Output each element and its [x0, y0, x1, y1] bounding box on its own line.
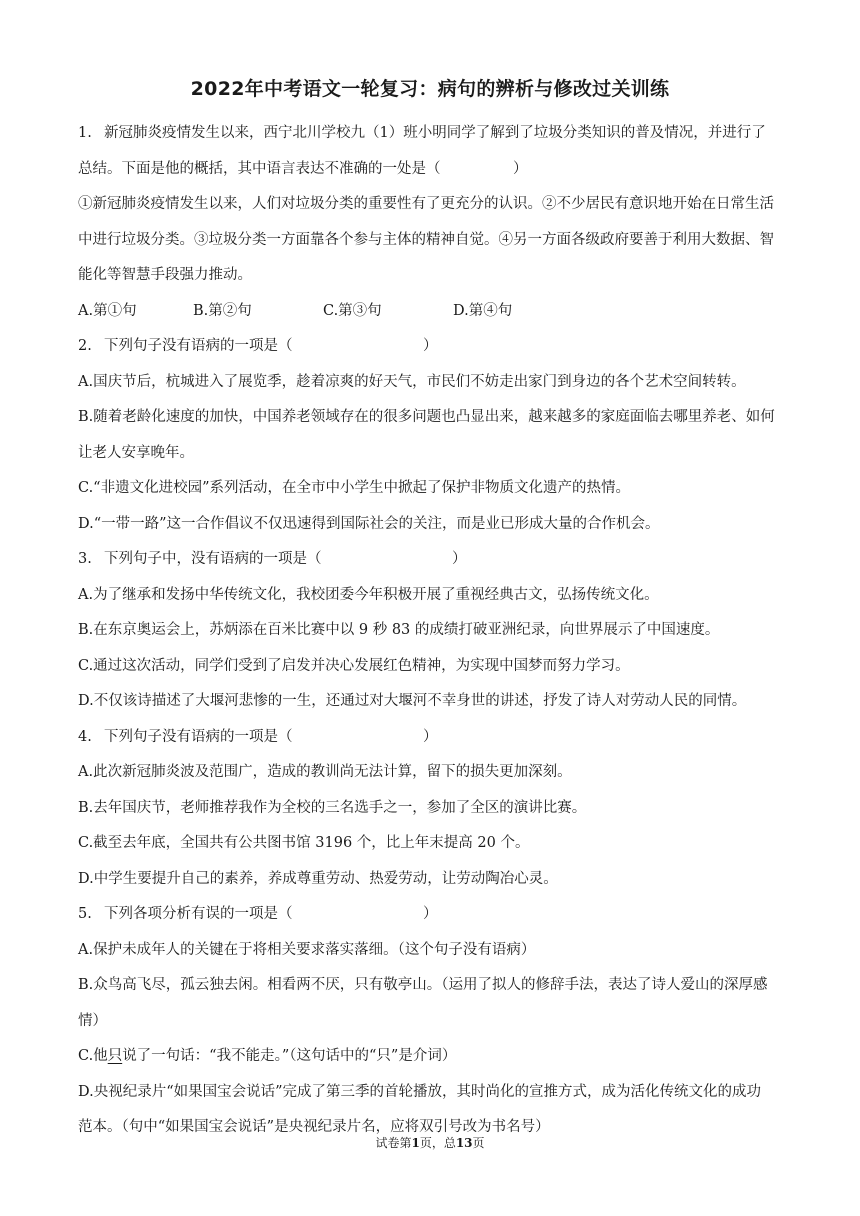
option-b: B.去年国庆节，老师推荐我作为全校的三名选手之一，参加了全区的演讲比赛。: [78, 799, 587, 816]
question-1: [78, 116, 808, 329]
document-body: [78, 116, 808, 1146]
question-1-options: [78, 294, 808, 330]
question-4-stem: 4. 下列句子没有语病的一项是（ ）: [78, 720, 808, 756]
total-page-number: 13: [455, 1136, 473, 1150]
option-d: D.第④句: [453, 302, 513, 319]
question-1-passage-line-2: 中进行垃圾分类。③垃圾分类一方面靠各个参与主体的精神自觉。④另一方面各级政府要善于利用大数据、智: [78, 231, 774, 248]
question-1-stem-line-1: 1. 新冠肺炎疫情发生以来，西宁北川学校九（1）班小明同学了解到了垃圾分类知识的普及情况，并进行了: [78, 116, 808, 152]
question-3-stem: 3. 下列句子中，没有语病的一项是（ ）: [78, 542, 808, 578]
question-number: 2.: [78, 338, 92, 354]
option-a: A.为了继承和发扬中华传统文化，我校团委今年积极开展了重视经典古文，弘扬传统文化。: [78, 586, 659, 603]
option-c: C.第③句: [323, 302, 382, 319]
option-d: D.中学生要提升自己的素养，养成尊重劳动、热爱劳动，让劳动陶冶心灵。: [78, 870, 558, 887]
option-b: B.第②句: [193, 302, 252, 319]
question-number: 3.: [78, 551, 92, 567]
current-page-number: 1: [411, 1136, 420, 1150]
question-2-stem: 2. 下列句子没有语病的一项是（ ）: [78, 329, 808, 365]
option-d: D.央视纪录片“如果国宝会说话”完成了第三季的首轮播放，其时尚化的宣推方式，成为活化传统文化的成功: [78, 1083, 762, 1100]
underlined-word: 只: [107, 1048, 123, 1064]
question-number: 4.: [78, 728, 92, 745]
option-b-continued: 让老人安享晚年。: [78, 444, 194, 461]
option-b-continued: 情）: [78, 1012, 107, 1029]
option-a: A.国庆节后，杭城进入了展览季，趁着凉爽的好天气，市民们不妨走出家门到身边的各个艺术空间转转。: [78, 373, 746, 390]
question-3: [78, 542, 808, 720]
question-1-stem-line-2: 总结。下面是他的概括，其中语言表达不准确的一处是（ ）: [78, 160, 528, 177]
option-a: A.此次新冠肺炎波及范围广，造成的教训尚无法计算，留下的损失更加深刻。: [78, 764, 572, 780]
question-2: [78, 329, 808, 542]
option-d: D.不仅该诗描述了大堰河悲惨的一生，还通过对大堰河不幸身世的讲述，抒发了诗人对劳动人民的同情。: [78, 693, 747, 709]
option-d: D.“一带一路”这一合作倡议不仅迅速得到国际社会的关注，而是业已形成大量的合作机会。: [78, 515, 660, 532]
document-title: 2022年中考语文一轮复习：病句的辨析与修改过关训练: [190, 78, 670, 100]
option-b: B.随着老龄化速度的加快，中国养老领域存在的很多问题也凸显出来，越来越多的家庭面临去哪里养老、如何: [78, 409, 775, 425]
option-b: B.在东京奥运会上，苏炳添在百米比赛中以 9 秒 83 的成绩打破亚洲纪录，向世界展示了中国速度。: [78, 622, 720, 638]
option-c: C.“非遗文化进校园”系列活动，在全市中小学生中掀起了保护非物质文化遗产的热情。: [78, 480, 631, 496]
option-c: C.截至去年底，全国共有公共图书馆 3196 个，比上年末提高 20 个。: [78, 835, 530, 851]
question-number: 5.: [78, 906, 92, 922]
option-c: C.通过这次活动，同学们受到了启发并决心发展红色精神，为实现中国梦而努力学习。: [78, 657, 630, 674]
question-1-passage-line-1: ①新冠肺炎疫情发生以来，人们对垃圾分类的重要性有了更充分的认识。②不少居民有意识地开始在日常生活: [78, 196, 774, 212]
question-1-passage-line-3: 能化等智慧手段强力推动。: [78, 267, 252, 283]
option-c: C.他只说了一句话：“我不能走。”（这句话中的“只”是介词）: [78, 1048, 457, 1064]
question-4: [78, 720, 808, 898]
question-5-stem: 5. 下列各项分析有误的一项是（ ）: [78, 897, 808, 933]
option-d-continued: 范本。（句中“如果国宝会说话”是央视纪录片名，应将双引号改为书名号）: [78, 1119, 550, 1135]
question-5: [78, 897, 808, 1146]
page-footer: 试卷第1页，总13页: [375, 1136, 485, 1150]
option-a: A.第①句: [78, 302, 137, 319]
option-a: A.保护未成年人的关键在于将相关要求落实落细。（这个句子没有语病）: [78, 941, 536, 958]
option-b: B.众鸟高飞尽，孤云独去闲。相看两不厌，只有敬亭山。（运用了拟人的修辞手法，表达了诗人爱山的深厚感: [78, 977, 768, 993]
question-number: 1.: [78, 125, 92, 141]
